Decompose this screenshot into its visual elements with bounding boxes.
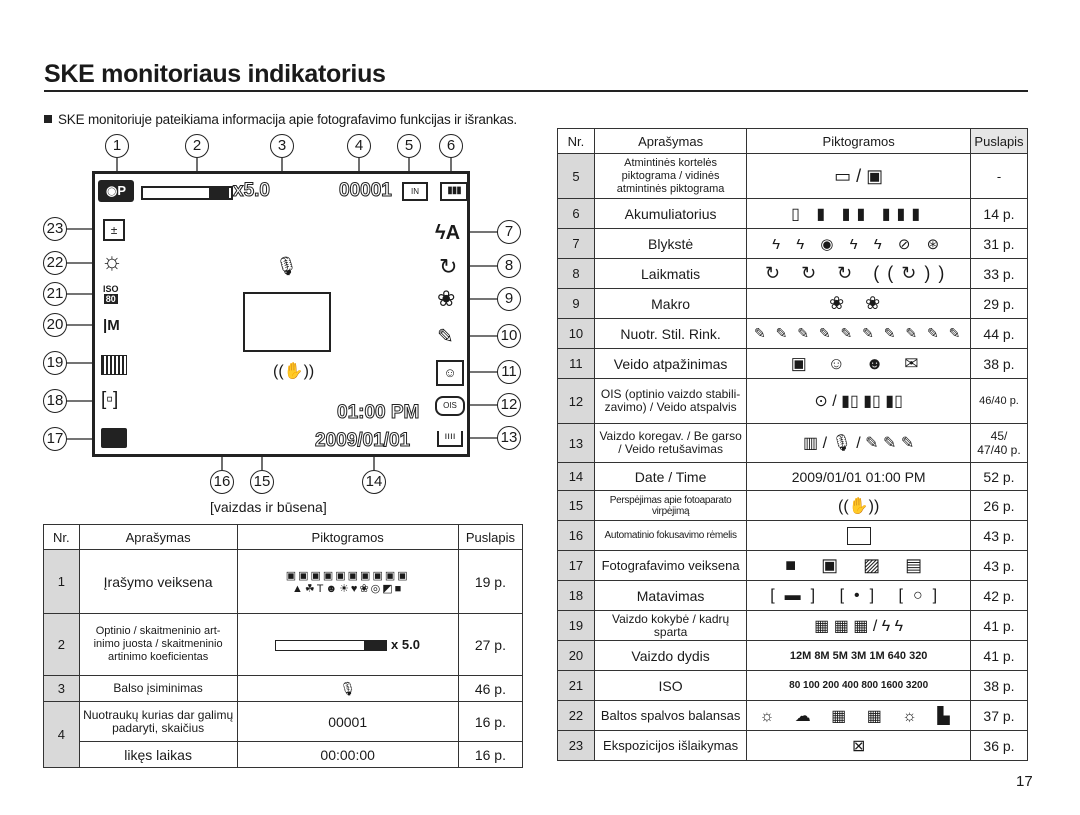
table-row: 3 Balso įsiminimas 🎙 46 p.	[44, 676, 523, 702]
shot-counter: 00001	[339, 180, 392, 201]
table-row: 17 Fotografavimo veiksena ■ ▣ ▨ ▤ 43 p.	[558, 551, 1028, 581]
memory-card-icon: IN	[402, 182, 428, 201]
table-row: 10 Nuotr. Stil. Rink. ✎ ✎ ✎ ✎ ✎ ✎ ✎ ✎ ✎ ✎ 44 p.	[558, 319, 1028, 349]
col-nr: Nr.	[44, 525, 80, 550]
quality-icon	[101, 355, 127, 375]
callout-4: 4	[347, 134, 371, 158]
callout-11: 11	[497, 360, 521, 384]
memory-icons: ▭ / ▣	[747, 154, 971, 199]
face-detection-icon: ☺	[436, 360, 464, 386]
timer-icon: ↻	[439, 254, 458, 279]
zoom-value: x5.0	[233, 180, 270, 201]
shake-warning-icon: ((✋))	[273, 363, 315, 380]
callout-17: 17	[43, 427, 67, 451]
image-size-icons: 12M 8M 5M 3M 1M 640 320	[747, 641, 971, 671]
quality-icons: ▦ ▦ ▦ / ϟ ϟ	[747, 611, 971, 641]
callout-18: 18	[43, 389, 67, 413]
table-row: 15 Perspėjimas apie fotoaparato virpėjimą ((✋)) 26 p.	[558, 491, 1028, 521]
col-page: Puslapis	[458, 525, 522, 550]
table-row: 13 Vaizdo koregav. / Be garso / Veido retušavimas ▥ / 🎙 / ✎ ✎ ✎ 45/ 47/40 p.	[558, 424, 1028, 463]
table-row: 9 Makro ❀ ❀ 29 p.	[558, 289, 1028, 319]
callout-21: 21	[43, 282, 67, 306]
exposure-icon: ⊠	[747, 731, 971, 761]
flash-icons: ϟ ϟ ◉ ϟ ϟ ⊘ ⊛	[747, 229, 971, 259]
table-row: 4 Nuotraukų kurias dar galimų padaryti, skaičius 00001 16 p.	[44, 702, 523, 742]
table-row: 1 Įrašymo veiksena ▣▣▣▣▣▣▣▣▣▣ ▲☘T☻☀♥❀◎◩■ 19 p.	[44, 550, 523, 614]
battery-icons: ▯ ▮ ▮▮ ▮▮▮	[747, 199, 971, 229]
voice-memo-icon: 🎙	[237, 676, 458, 702]
voice-memo-icon: 🎙	[275, 256, 298, 276]
callout-1: 1	[105, 134, 129, 158]
table-row: 23 Ekspozicijos išlaikymas ⊠ 36 p.	[558, 731, 1028, 761]
callout-10: 10	[497, 324, 521, 348]
metering-icons: [▬] [•] [○]	[747, 581, 971, 611]
callout-20: 20	[43, 313, 67, 337]
page-title: SKE monitoriaus indikatorius	[44, 60, 386, 88]
white-balance-icon: ☼	[101, 248, 123, 275]
callout-9: 9	[497, 287, 521, 311]
col-icons: Piktogramos	[237, 525, 458, 550]
left-table	[43, 524, 523, 768]
shooting-mode-icons: ■ ▣ ▨ ▤	[747, 551, 971, 581]
intro-text: SKE monitoriuje pateikiama informacija apie fotografavimo funkcijas ir išrankas.	[44, 112, 517, 127]
callout-16: 16	[210, 470, 234, 494]
callout-13: 13	[497, 426, 521, 450]
image-size-icon: |M	[103, 317, 120, 334]
col-desc: Aprašymas	[79, 525, 237, 550]
photo-style-icon: ✎	[437, 326, 454, 348]
table-row: 7 Blykstė ϟ ϟ ◉ ϟ ϟ ⊘ ⊛ 31 p.	[558, 229, 1028, 259]
image-adjust-icons: ▥ / 🎙 / ✎ ✎ ✎	[747, 424, 971, 463]
iso-icons: 80 100 200 400 800 1600 3200	[747, 671, 971, 701]
callout-23: 23	[43, 217, 67, 241]
table-row: 18 Matavimas [▬] [•] [○] 42 p.	[558, 581, 1028, 611]
callout-7: 7	[497, 220, 521, 244]
table-row: likęs laikas 00:00:00 16 p.	[44, 742, 523, 768]
table-row: 2 Optinio / skaitmeninio art-inimo juosta / skaitmeninio artinimo koeficientas x 5.0 27 p.	[44, 614, 523, 676]
table-row: 16 Automatinio fokusavimo rėmelis 43 p.	[558, 521, 1028, 551]
callout-22: 22	[43, 251, 67, 275]
iso-icon: ISO 80	[103, 284, 119, 304]
callout-15: 15	[250, 470, 274, 494]
date-display: 2009/01/01	[315, 430, 411, 451]
image-adjust-icon: ıııı	[437, 431, 463, 447]
right-table: Nr. Aprašymas Piktogramos Puslapis 5 Atmintinės kortelės piktograma / vidinės atmintinės piktograma ▭ / ▣ - 6 Akumuliatorius ▯ ▮ ▮▮ ▮▮▮ 14 p. 7 Blykstė ϟ ϟ ◉ ϟ ϟ ⊘ ⊛ 31 p. 8 Laikmatis ↻ ↻ ↻ ((↻)) 33 p. 9 Makro ❀ ❀ 29 p. 10 Nuotr. Stil. Rink. ✎ ✎ ✎ ✎ ✎ ✎ ✎ ✎ ✎ ✎ 44 p. 11 Veido atpažinimas ▣ ☺ ☻ ✉ 38 p. 12 OIS (optinio vaizdo stabili-zavimo) / Veido atspalvis ⊙ / ▮▯ ▮▯ ▮▯ 46/40 p. 13 Vaizdo koregav. / Be garso / Veido retušavimas ▥ / 🎙 / ✎ ✎ ✎ 45/ 47/40 p. 14 Date / Time 2009/01/01 01:00 PM 52 p. 15 Perspėjimas apie fotoaparato virpėjimą ((✋)) 26 p. 16 Automatinio fokusavimo rėmelis 43 p. 17 Fotografavimo veiksena ■ ▣ ▨ ▤ 43 p. 18 Matavimas [▬] [•] [○] 42 p. 19 Vaizdo kokybė / kadrų sparta ▦ ▦ ▦ / ϟ ϟ 41 p. 20 Vaizdo dydis 12M 8M 5M 3M 1M 640 320 41 p. 21 ISO 80 100 200 400 800 1600 3200 38 p. 22 Baltos spalvos balansas ☼ ☁ ▦ ▦ ☼ ▙ 37 p. 23 Ekspozicijos išlaikymas ⊠ 36 p.	[557, 128, 1028, 761]
macro-icon: ❀	[437, 286, 456, 311]
macro-icons: ❀ ❀	[747, 289, 971, 319]
table-row: 21 ISO 80 100 200 400 800 1600 3200 38 p.	[558, 671, 1028, 701]
white-balance-icons: ☼ ☁ ▦ ▦ ☼ ▙	[747, 701, 971, 731]
shake-warning-icon: ((✋))	[747, 491, 971, 521]
ois-icon: OIS	[435, 396, 465, 416]
af-frame	[243, 292, 331, 352]
page-number: 17	[1016, 773, 1033, 790]
callout-2: 2	[185, 134, 209, 158]
face-detection-icons: ▣ ☺ ☻ ✉	[747, 349, 971, 379]
camera-mode-icon: ◉P	[98, 180, 134, 202]
metering-icon: [▫]	[101, 389, 119, 410]
table-row: 11 Veido atpažinimas ▣ ☺ ☻ ✉ 38 p.	[558, 349, 1028, 379]
callout-3: 3	[270, 134, 294, 158]
mode-icons: ▣▣▣▣▣▣▣▣▣▣ ▲☘T☻☀♥❀◎◩■	[237, 550, 458, 614]
callout-8: 8	[497, 254, 521, 278]
time-display: 01:00 PM	[337, 402, 420, 423]
table-row: 5 Atmintinės kortelės piktograma / vidinės atmintinės piktograma ▭ / ▣ -	[558, 154, 1028, 199]
table-row: 6 Akumuliatorius ▯ ▮ ▮▮ ▮▮▮ 14 p.	[558, 199, 1028, 229]
callout-5: 5	[397, 134, 421, 158]
af-frame-icon	[847, 527, 871, 545]
callout-14: 14	[362, 470, 386, 494]
photo-style-icons: ✎ ✎ ✎ ✎ ✎ ✎ ✎ ✎ ✎ ✎	[747, 319, 971, 349]
table-row: 19 Vaizdo kokybė / kadrų sparta ▦ ▦ ▦ / ϟ ϟ 41 p.	[558, 611, 1028, 641]
zoom-bar-icon	[275, 640, 387, 651]
exposure-icon: ±	[103, 219, 125, 241]
callout-12: 12	[497, 393, 521, 417]
table-row: 22 Baltos spalvos balansas ☼ ☁ ▦ ▦ ☼ ▙ 37 p.	[558, 701, 1028, 731]
battery-icon: ▮▮▮	[440, 182, 468, 201]
timer-icons: ↻ ↻ ↻ ((↻))	[747, 259, 971, 289]
lcd-screen	[92, 171, 470, 457]
callout-19: 19	[43, 351, 67, 375]
diagram-caption: [vaizdas ir būsena]	[210, 499, 327, 515]
table-row: 14 Date / Time 2009/01/01 01:00 PM 52 p.	[558, 463, 1028, 491]
ois-icons: ⊙ / ▮▯ ▮▯ ▮▯	[747, 379, 971, 424]
table-row: 20 Vaizdo dydis 12M 8M 5M 3M 1M 640 320 41 p.	[558, 641, 1028, 671]
table-row: 8 Laikmatis ↻ ↻ ↻ ((↻)) 33 p.	[558, 259, 1028, 289]
table-row: 12 OIS (optinio vaizdo stabili-zavimo) / Veido atspalvis ⊙ / ▮▯ ▮▯ ▮▯ 46/40 p.	[558, 379, 1028, 424]
flash-icon: ϟA	[435, 222, 461, 244]
callout-6: 6	[439, 134, 463, 158]
shooting-mode-icon	[101, 428, 127, 448]
zoom-bar-fill	[209, 188, 229, 198]
